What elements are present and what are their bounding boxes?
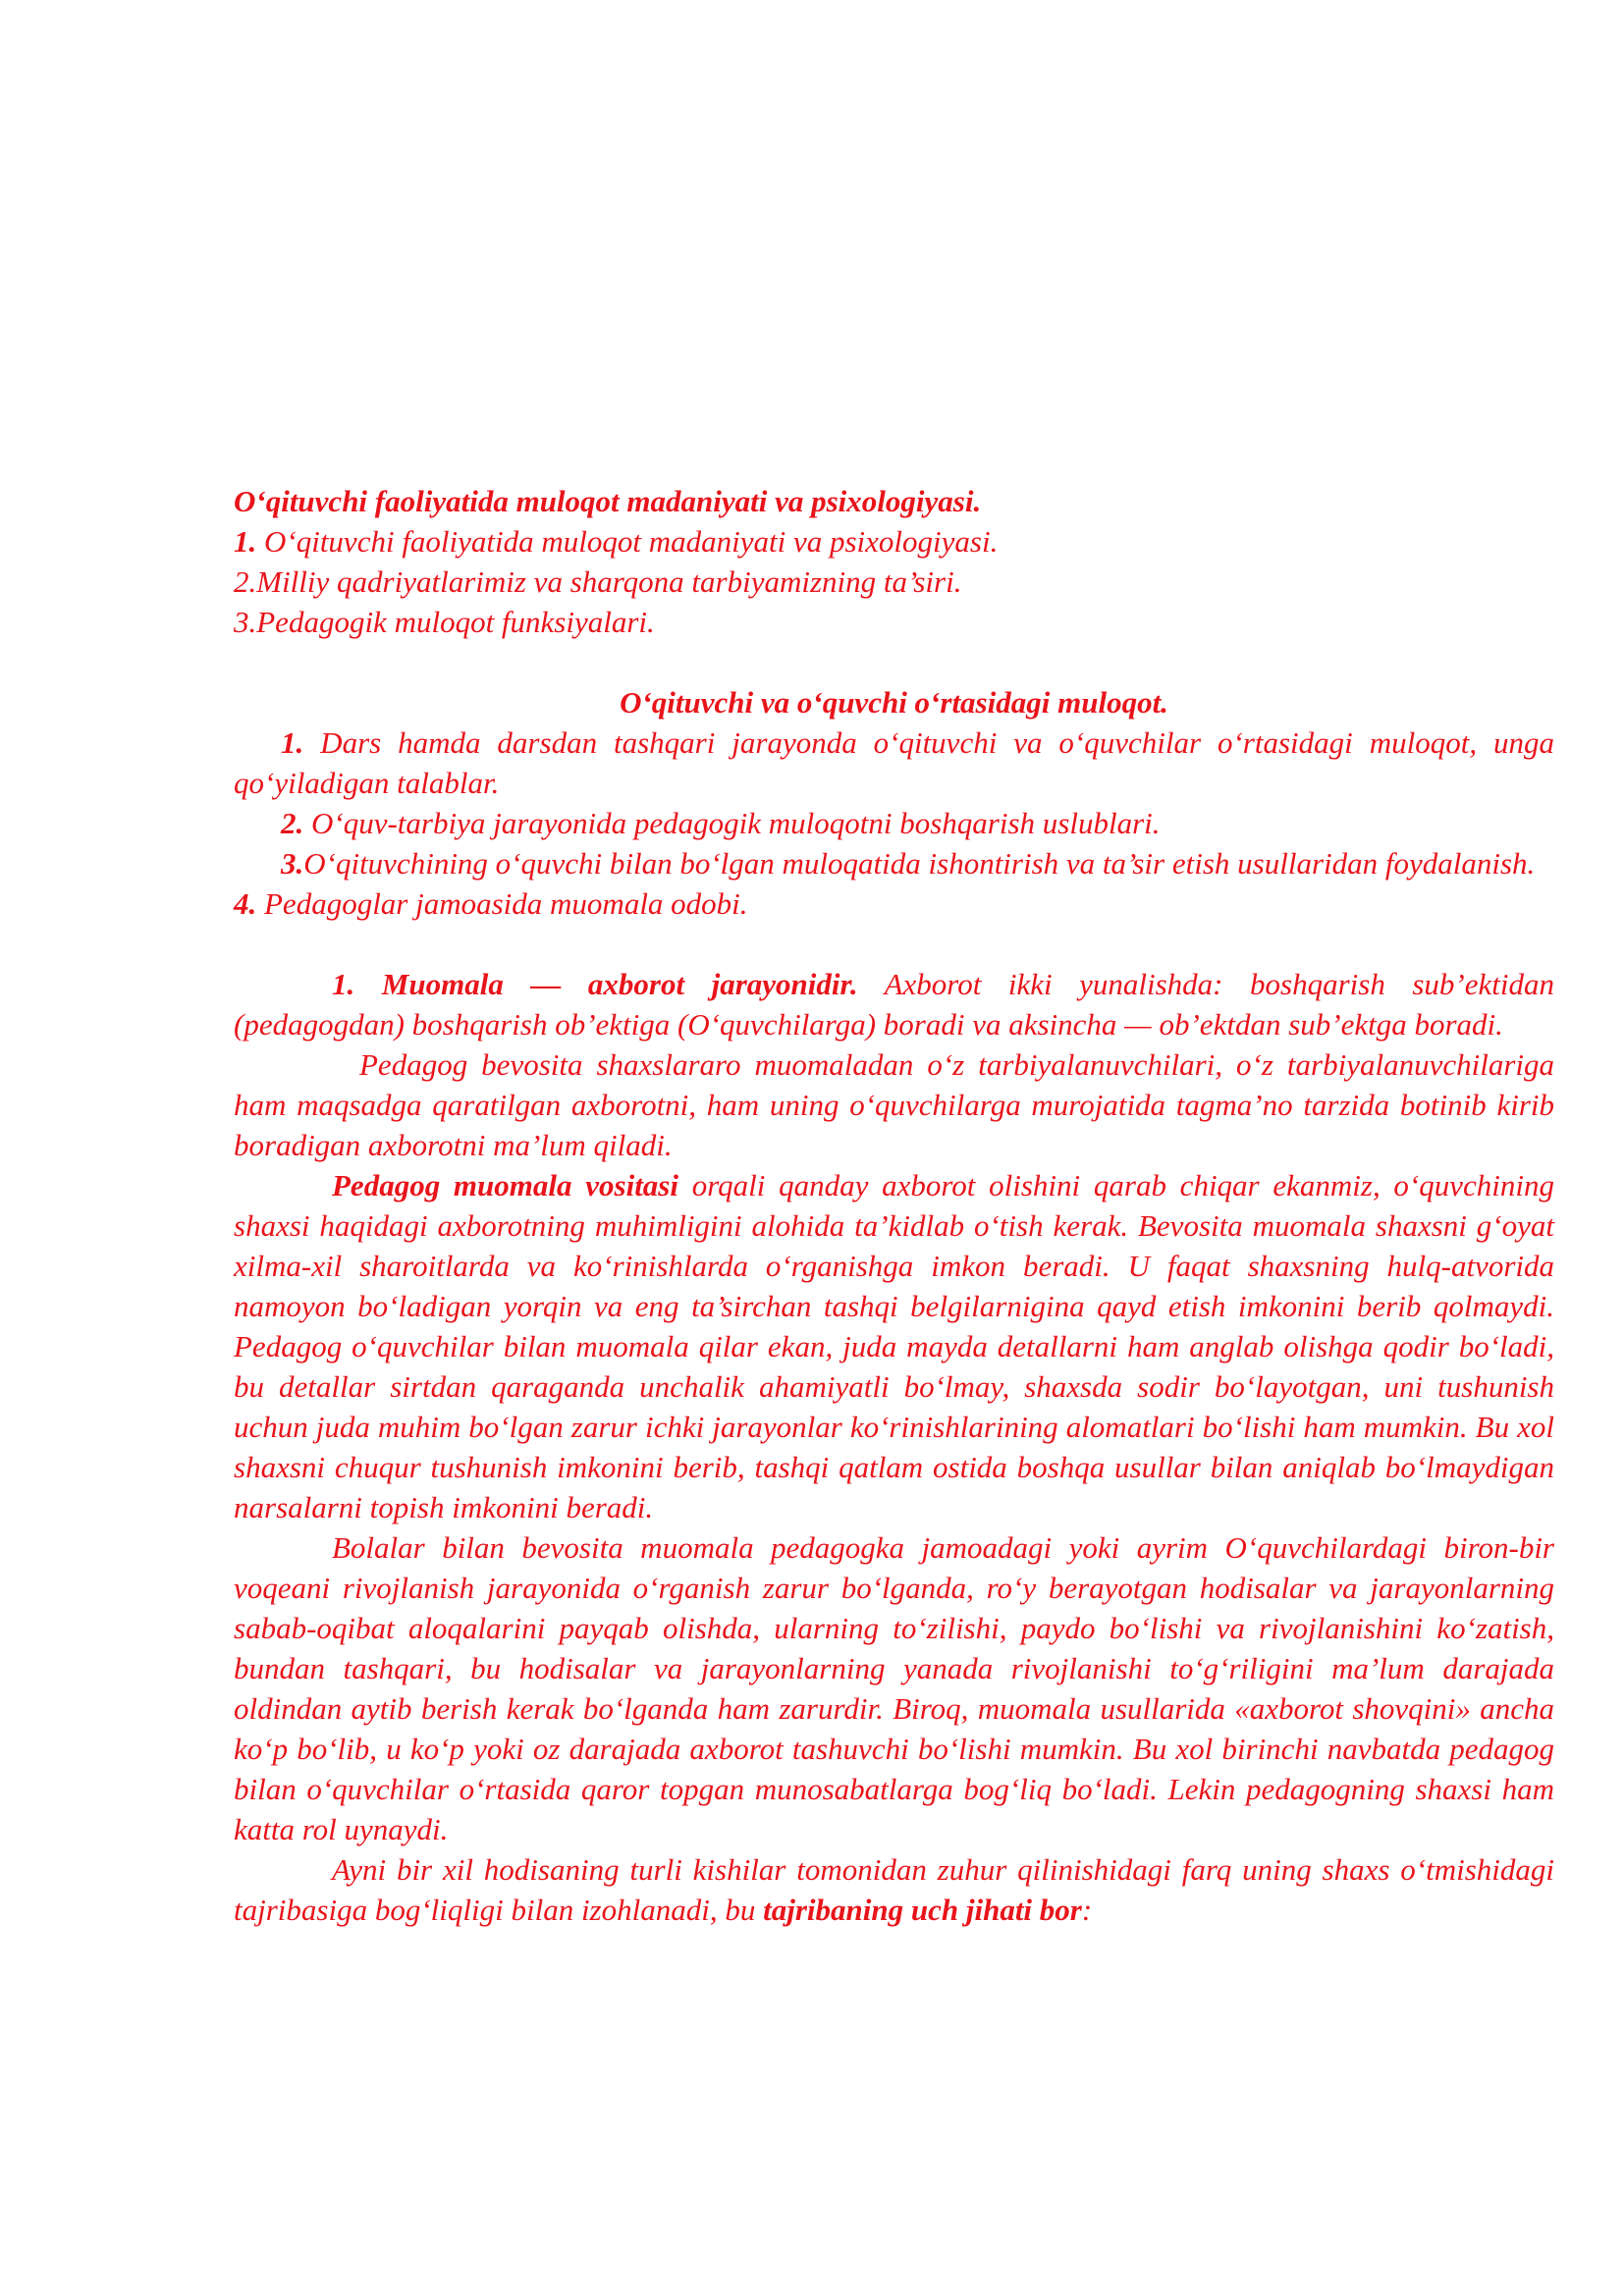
outline-number: 3. (234, 605, 257, 639)
section-number: 4. (234, 886, 257, 921)
paragraph-text: Ayni bir xil hodisaning turli kishilar tomonidan zuhur qilinishidagi farq uning shaxs o‘tmishidagi tajribasiga bog‘liqligi bilan izohlanadi, bu (234, 1852, 1554, 1927)
paragraph-heading: 1. Muomala — axborot jarayonidir. (332, 967, 858, 1001)
section-number: 1. (281, 725, 304, 760)
outline-item-1 (234, 521, 1554, 561)
outline-number: 1. (234, 524, 257, 559)
section-text: O‘quv-tarbiya jarayonida pedagogik muloqotni boshqarish uslublari. (303, 806, 1161, 840)
body-paragraph-3 (234, 1165, 1554, 1527)
paragraph-end: : (1081, 1893, 1093, 1927)
section-title: O‘qituvchi va o‘quvchi o‘rtasidagi muloqot. (620, 685, 1168, 720)
outline-text: Pedagogik muloqot funksiyalari. (256, 605, 655, 639)
body-paragraph-5 (234, 1849, 1554, 1930)
outline-text: Milliy qadriyatlarimiz va sharqona tarbiyamizning ta’siri. (256, 564, 962, 599)
body-paragraph-2: Pedagog bevosita shaxslararo muomaladan o‘z tarbiyalanuvchilari, o‘z tarbiyalanuvchilariga ham maqsadga qaratilgan axborotni, ham uning o‘quvchilarga murojatida tagma’no tarzida botinib kirib boradigan axborotni ma’lum qiladi. (234, 1047, 1554, 1162)
outline-text: O‘qituvchi faoliyatida muloqot madaniyati va psixologiyasi. (256, 524, 999, 559)
section-text: Dars hamda darsdan tashqari jarayonda o‘qituvchi va o‘quvchilar o‘rtasidagi muloqot, unga qo‘yiladigan talablar. (234, 725, 1554, 800)
body-paragraph-4: Bolalar bilan bevosita muomala pedagogka jamoadagi yoki ayrim O‘quvchilardagi biron-bir voqeani rivojlanish jarayonida o‘rganish zarur bo‘lganda, ro‘y berayotgan hodisalar va jarayonlarning sabab-oqibat aloqalarini payqab olishda, ularning to‘zilishi, paydo bo‘lishi va rivojlanishini ko‘zatish, bundan tashqari, bu hodisalar va jarayonlarning yanada rivojlanishi to‘g‘riligini ma’lum darajada oldindan aytib berish kerak bo‘lganda ham zarurdir. Biroq, muomala usullarida «axborot shovqini» ancha ko‘p bo‘lib, u ko‘p yoki oz darajada axborot tashuvchi bo‘lishi mumkin. Bu xol birinchi navbatda pedagog bilan o‘quvchilar o‘rtasida qaror topgan munosabatlarga bog‘liq bo‘ladi. Lekin pedagogning shaxsi ham katta rol uynaydi. (234, 1530, 1554, 1846)
section-item-2 (234, 803, 1554, 843)
body-paragraph-1 (234, 964, 1554, 1044)
section-text: Pedagoglar jamoasida muomala odobi. (256, 886, 748, 921)
section-number: 3. (281, 846, 304, 881)
outline-item-3 (234, 602, 1554, 642)
outline-item-2 (234, 561, 1554, 602)
section-text: O‘qituvchining o‘quvchi bilan bo‘lgan muloqatida ishontirish va ta’sir etish usullaridan foydalanish. (303, 846, 1536, 881)
paragraph-emphasis: tajribaning uch jihati bor (763, 1893, 1082, 1927)
section-item-4 (234, 883, 1554, 924)
outline-number: 2. (234, 564, 257, 599)
paragraph-heading: Pedagog muomala vositasi (332, 1168, 678, 1202)
document-page (234, 481, 1554, 1930)
document-title: O‘qituvchi faoliyatida muloqot madaniyati va psixologiyasi. (234, 484, 982, 518)
section-item-1 (234, 722, 1554, 803)
paragraph-text: Axborot ikki yunalishda: boshqarish sub’ektidan (pedagogdan) boshqarish ob’ektiga (O‘quvchilarga) boradi va aksincha — ob’ektdan sub’ektga boradi. (234, 967, 1554, 1041)
section-number: 2. (281, 806, 304, 840)
section-item-3 (234, 843, 1554, 883)
paragraph-text: orqali qanday axborot olishini qarab chiqar ekanmiz, o‘quvchining shaxsi haqidagi axborotning muhimligini alohida ta’kidlab o‘tish kerak. Bevosita muomala shaxsni g‘oyat xilma-xil sharoitlarda va ko‘rinishlarda o‘rganishga imkon beradi. U faqat shaxsning hulq-atvorida namoyon bo‘ladigan yorqin va eng ta’sirchan tashqi belgilarnigina qayd etish imkonini berib qolmaydi. Pedagog o‘quvchilar bilan muomala qilar ekan, juda mayda detallarni ham anglab olishga qodir bo‘ladi, bu detallar sirtdan qaraganda unchalik ahamiyatli bo‘lmay, shaxsda sodir bo‘layotgan, uni tushunish uchun juda muhim bo‘lgan zarur ichki jarayonlar ko‘rinishlarining alomatlari bo‘lishi ham mumkin. Bu xol shaxsni chuqur tushunish imkonini berib, tashqi qatlam ostida boshqa usullar bilan aniqlab bo‘lmaydigan narsalarni topish imkonini beradi. (234, 1168, 1554, 1524)
